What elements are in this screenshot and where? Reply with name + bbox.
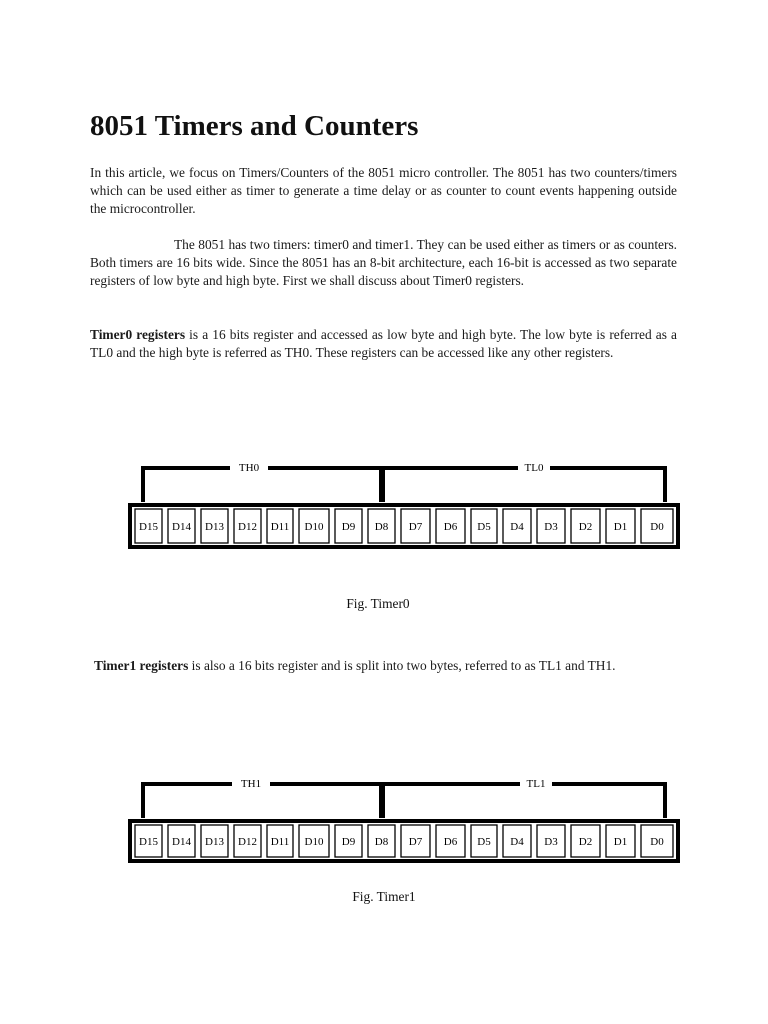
timer1-bit-label-d10: D10	[304, 836, 324, 848]
timer0-bit-label-d3: D3	[544, 521, 558, 533]
timer1-bit-label-d3: D3	[544, 836, 558, 848]
timer1-bit-label-d6: D6	[443, 836, 458, 848]
timer0-description: is a 16 bits register and accessed as low byte and high byte. The low byte is referred as a TL0 and the high byte is referred as TH0. These registers can be accessed like any other registers.	[90, 327, 677, 360]
timer0-bit-label-d7: D7	[408, 521, 423, 533]
intro-paragraph: In this article, we focus on Timers/Counters of the 8051 micro controller. The 8051 has two counters/timers which can be used either as timer to generate a time delay or as counter to count events happening outside the microcontroller.	[90, 165, 677, 216]
timer1-bit-label-d9: D9	[341, 836, 356, 848]
timer0-bit-label-d14: D14	[172, 521, 191, 533]
page-title: 8051 Timers and Counters	[90, 110, 419, 142]
timer1-bit-label-d5: D5	[477, 836, 491, 848]
timer1-bit-label-d0: D0	[650, 836, 664, 848]
timer0-bit-label-d9: D9	[341, 521, 356, 533]
timer1-bit-cells	[135, 825, 673, 857]
timer0-bit-label-d11: D11	[270, 521, 290, 533]
timer1-bit-label-d12: D12	[238, 836, 257, 848]
timer0-bit-label-d13: D13	[205, 521, 224, 533]
th1-label: TH1	[240, 778, 262, 790]
timer0-bit-label-d8: D8	[374, 521, 389, 533]
timer0-bit-label-d10: D10	[304, 521, 324, 533]
timer1-bit-label-d1: D1	[613, 836, 628, 848]
timer1-bit-label-d13: D13	[205, 836, 224, 848]
timer0-bit-label-d0: D0	[650, 521, 664, 533]
th0-label: TH0	[238, 462, 260, 474]
timer0-bit-label-d5: D5	[477, 521, 491, 533]
overview-paragraph: The 8051 has two timers: timer0 and timer1. They can be used either as timers or as counters. Both timers are 16 bits wide. Since the 8051 has an 8-bit architecture, each 16-bit is accessed as two separate registers of low byte and high byte. First we shall discuss about Timer0 registers.	[90, 237, 677, 288]
timer0-caption: Fig. Timer0	[346, 596, 410, 611]
timer1-bit-label-d11: D11	[270, 836, 290, 848]
timer1-bit-label-d2: D2	[578, 836, 593, 848]
timer0-bit-label-d2: D2	[578, 521, 593, 533]
timer0-bit-label-d6: D6	[443, 521, 458, 533]
timer1-description: is also a 16 bits register and is split into two bytes, referred to as TL1 and TH1.	[188, 658, 616, 673]
timer1-bit-label-d4: D4	[510, 836, 524, 848]
timer1-term: Timer1 registers	[94, 658, 189, 673]
timer0-bit-label-d4: D4	[510, 521, 524, 533]
timer1-bit-label-d14: D14	[172, 836, 191, 848]
timer0-bit-label-d15: D15	[139, 521, 158, 533]
timer1-bit-label-d8: D8	[374, 836, 389, 848]
timer0-term: Timer0 registers	[90, 327, 186, 342]
timer0-bit-label-d1: D1	[613, 521, 628, 533]
timer1-bit-label-d15: D15	[139, 836, 158, 848]
timer0-bit-label-d12: D12	[238, 521, 257, 533]
timer1-caption: Fig. Timer1	[352, 889, 416, 904]
timer1-bit-label-d7: D7	[408, 836, 423, 848]
tl1-label: TL1	[526, 778, 546, 790]
tl0-label: TL0	[524, 462, 544, 474]
